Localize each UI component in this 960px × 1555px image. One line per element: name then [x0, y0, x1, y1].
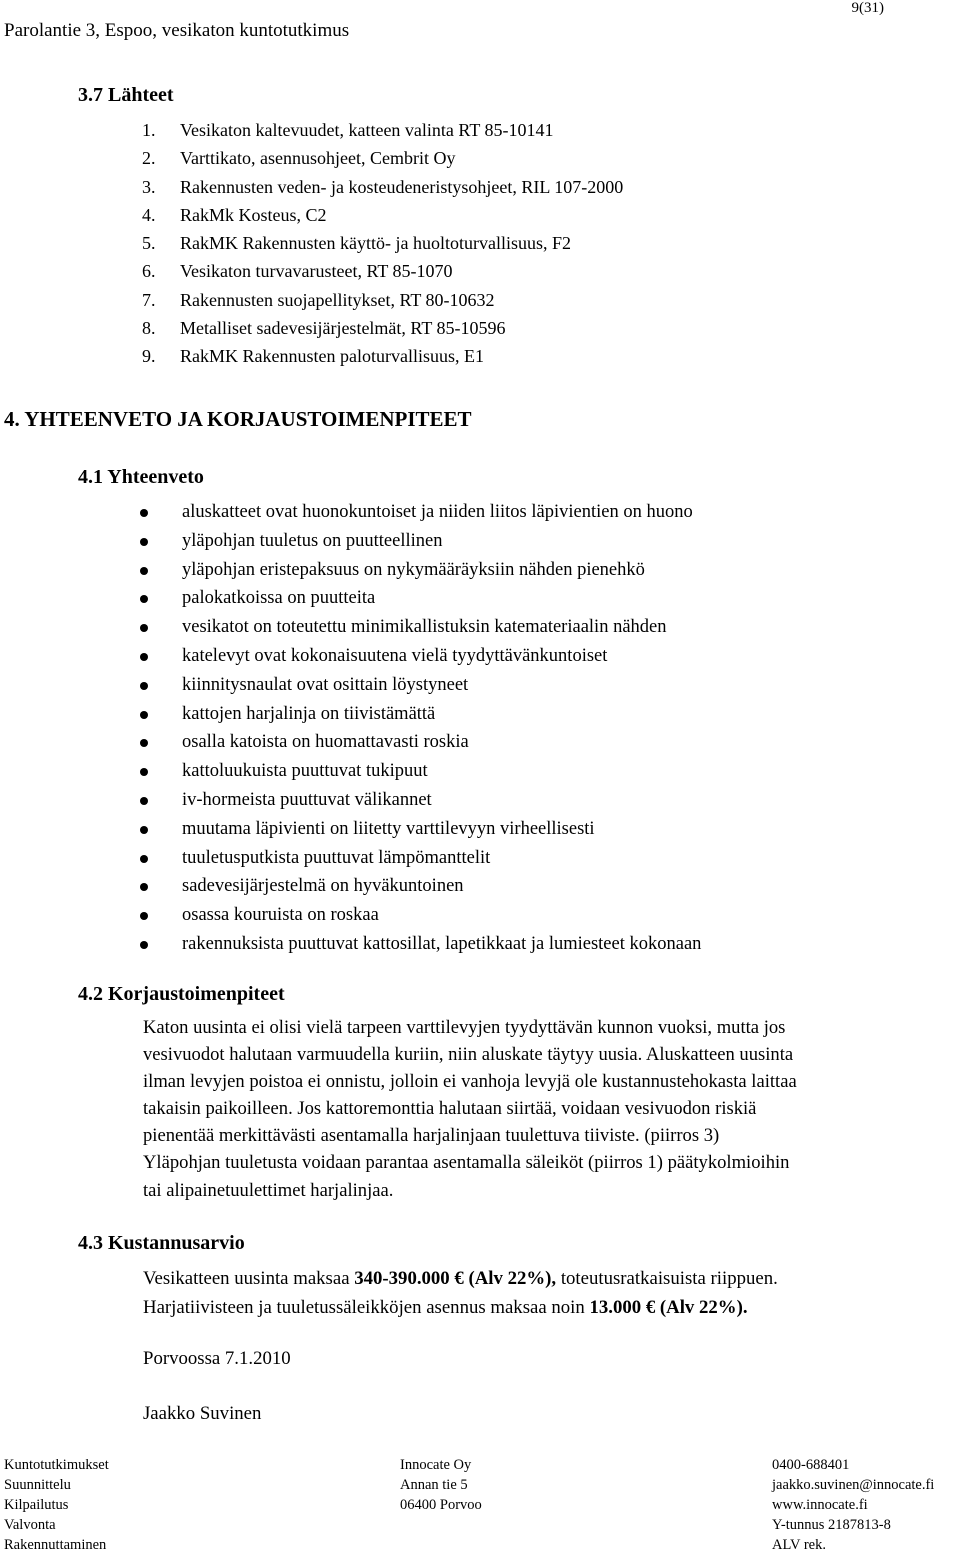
list-item: 5. RakMK Rakennusten käyttö- ja huoltoturvallisuus, F2	[142, 233, 571, 254]
paragraph-line: ilman levyjen poistoa ei onnistu, jolloin ei vanhoja levyjä ole kustannustehokasta laittaa	[143, 1071, 797, 1093]
bullet-icon	[140, 768, 148, 776]
list-item: rakennuksista puuttuvat kattosillat, lapetikkaat ja lumiesteet kokonaan	[140, 930, 701, 959]
repairs-heading: 4.2 Korjaustoimenpiteet	[78, 983, 285, 1005]
paragraph-line: pienentää merkittävästi asentamalla harjalinjaan tuulettuva tiiviste. (piirros 3)	[143, 1125, 720, 1147]
cost-line-roof: Vesikatteen uusinta maksaa 340-390.000 € (Alv 22%), toteutusratkaisuista riippuen.	[143, 1268, 778, 1289]
list-item: sadevesijärjestelmä on hyväkuntoinen	[140, 872, 701, 901]
footer-website-link[interactable]: www.innocate.fi	[772, 1497, 868, 1513]
bullet-icon	[140, 739, 148, 747]
signer-name: Jaakko Suvinen	[143, 1403, 262, 1424]
list-item: yläpohjan tuuletus on puutteellinen	[140, 527, 701, 556]
bullet-icon	[140, 538, 148, 546]
list-item: 8. Metalliset sadevesijärjestelmät, RT 85-10596	[142, 318, 506, 339]
list-item: muutama läpivienti on liitetty varttilevyyn virheellisesti	[140, 815, 701, 844]
references-list	[142, 116, 623, 371]
bullet-icon	[140, 912, 148, 920]
footer-services: Kuntotutkimukset Suunnittelu Kilpailutus Valvonta Rakennuttaminen	[4, 1457, 109, 1553]
footer-contact: 0400-688401 jaakko.suvinen@innocate.fi www.innocate.fi Y-tunnus 2187813-8 ALV rek.	[772, 1457, 935, 1553]
section-heading: 4. YHTEENVETO JA KORJAUSTOIMENPITEET	[4, 407, 472, 431]
paragraph-line: Yläpohjan tuuletusta voidaan parantaa asentamalla säleiköt (piirros 1) päätykolmioihin	[143, 1152, 790, 1174]
findings-list	[140, 498, 701, 959]
bullet-icon	[140, 797, 148, 805]
bullet-icon	[140, 509, 148, 517]
list-item: 6. Vesikaton turvavarusteet, RT 85-1070	[142, 261, 453, 282]
bullet-icon	[140, 826, 148, 834]
list-item: iv-hormeista puuttuvat välikannet	[140, 786, 701, 815]
list-item: osassa kouruista on roskaa	[140, 901, 701, 930]
list-item: kattojen harjalinja on tiivistämättä	[140, 700, 701, 729]
document-header-title: Parolantie 3, Espoo, vesikaton kuntotutkimus	[4, 20, 350, 41]
list-item: 3. Rakennusten veden- ja kosteudeneristysohjeet, RIL 107-2000	[142, 176, 624, 197]
repairs-paragraph	[143, 1014, 960, 1204]
list-item: 4. RakMk Kosteus, C2	[142, 204, 327, 225]
footer-email-link[interactable]: jaakko.suvinen@innocate.fi	[772, 1477, 935, 1493]
list-item: katelevyt ovat kokonaisuutena vielä tyydyttävänkuntoiset	[140, 642, 701, 671]
bullet-icon	[140, 682, 148, 690]
paragraph-line: Katon uusinta ei olisi vielä tarpeen varttilevyjen tyydyttävän kunnon vuoksi, mutta jos	[143, 1017, 786, 1038]
paragraph-line: takaisin paikoilleen. Jos kattoremonttia halutaan siirtää, voidaan vesivuodon riskiä	[143, 1098, 757, 1120]
list-item: kiinnitysnaulat ovat osittain löystyneet	[140, 671, 701, 700]
bullet-icon	[140, 883, 148, 891]
paragraph-line: tai alipainetuulettimet harjalinjaa.	[143, 1179, 394, 1201]
list-item: 7. Rakennusten suojapellitykset, RT 80-10632	[142, 289, 495, 310]
list-item: aluskatteet ovat huonokuntoiset ja niiden liitos läpivientien on huono	[140, 498, 701, 527]
paragraph-line: vesivuodot halutaan varmuudella kuriin, niin aluskate täytyy uusia. Aluskatteen uusinta	[143, 1044, 794, 1066]
summary-heading: 4.1 Yhteenveto	[78, 466, 204, 488]
bullet-icon	[140, 941, 148, 949]
list-item: 1. Vesikaton kaltevuudet, katteen valinta RT 85-10141	[142, 120, 554, 140]
list-item: yläpohjan eristepaksuus on nykymääräyksiin nähden pienehkö	[140, 556, 701, 585]
cost-line-ridge: Harjatiivisteen ja tuuletussäleikköjen asennus maksaa noin 13.000 € (Alv 22%).	[143, 1297, 748, 1318]
page-number: 9(31)	[851, 0, 884, 16]
cost-value-roof: 340-390.000 € (Alv 22%),	[354, 1268, 557, 1289]
bullet-icon	[140, 711, 148, 719]
footer-company: Innocate Oy Annan tie 5 06400 Porvoo	[400, 1457, 482, 1513]
list-item: 9. RakMK Rakennusten paloturvallisuus, E1	[142, 346, 484, 367]
place-date: Porvoossa 7.1.2010	[143, 1348, 291, 1369]
list-item: 2. Varttikato, asennusohjeet, Cembrit Oy	[142, 148, 456, 169]
list-item: kattoluukuista puuttuvat tukipuut	[140, 757, 701, 786]
bullet-icon	[140, 595, 148, 603]
list-item: osalla katoista on huomattavasti roskia	[140, 728, 701, 757]
list-item: palokatkoissa on puutteita	[140, 584, 701, 613]
bullet-icon	[140, 855, 148, 863]
cost-paragraph	[143, 1264, 778, 1322]
bullet-icon	[140, 567, 148, 575]
bullet-icon	[140, 653, 148, 661]
references-heading: 3.7 Lähteet	[78, 84, 174, 106]
bullet-icon	[140, 624, 148, 632]
list-item: tuuletusputkista puuttuvat lämpömanttelit	[140, 844, 701, 873]
cost-heading: 4.3 Kustannusarvio	[78, 1232, 245, 1254]
list-item: vesikatot on toteutettu minimikallistuksin katemateriaalin nähden	[140, 613, 701, 642]
cost-value-ridge: 13.000 € (Alv 22%).	[589, 1297, 748, 1318]
